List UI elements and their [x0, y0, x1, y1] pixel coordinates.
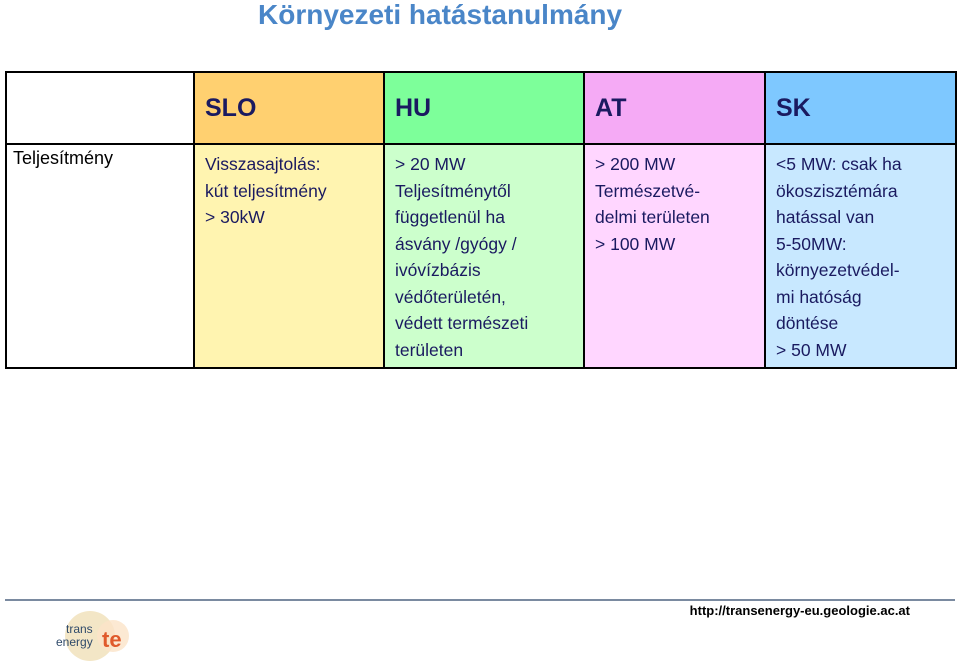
hu-line: függetlenül ha	[395, 207, 505, 227]
cell-at	[584, 144, 765, 368]
hu-line: védett természeti	[395, 313, 529, 333]
logo-text-energy: energy	[56, 635, 93, 649]
header-slo	[194, 72, 384, 144]
cell-slo	[194, 144, 384, 368]
header-at	[584, 72, 765, 144]
transenergy-logo	[50, 606, 130, 662]
footer-divider	[5, 599, 955, 601]
hu-line: területen	[395, 339, 464, 360]
header-sk	[765, 72, 956, 144]
header-sk-label: SK	[776, 93, 811, 122]
sk-line: <5 MW: csak ha	[776, 154, 902, 174]
sk-line: > 50 MW	[776, 339, 847, 360]
at-line: > 200 MW	[595, 154, 676, 174]
header-slo-label: SLO	[205, 93, 257, 122]
logo-text-te: te	[102, 627, 122, 652]
hu-line: védőterületén,	[395, 286, 506, 307]
at-line: delmi területen	[595, 207, 710, 227]
header-hu	[384, 72, 584, 144]
at-line: > 100 MW	[595, 233, 676, 254]
sk-line: 5-50MW:	[776, 233, 847, 254]
page-title: Környezeti hatástanulmány	[258, 0, 623, 30]
sk-line: környezetvédel-	[776, 260, 900, 280]
header-at-label: AT	[595, 93, 627, 122]
comparison-table	[5, 71, 957, 369]
cell-sk	[765, 144, 956, 368]
at-line: Természetvé-	[595, 180, 701, 201]
sk-line: döntése	[776, 313, 839, 333]
slo-line: > 30kW	[205, 207, 265, 227]
footer-url: http://transenergy-eu.geologie.ac.at	[689, 603, 910, 618]
hu-line: Teljesítménytől	[395, 180, 511, 201]
logo-text-trans: trans	[66, 622, 93, 636]
row-label: Teljesítmény	[13, 148, 114, 168]
row-label-cell	[6, 144, 194, 368]
sk-line: mi hatóság	[776, 286, 862, 307]
sk-line: hatással van	[776, 207, 875, 227]
header-empty-cell	[6, 72, 194, 144]
data-row	[6, 144, 956, 368]
slo-line: Visszasajtolás:	[205, 154, 321, 174]
header-row	[6, 72, 956, 144]
sk-line: ökoszisztémára	[776, 180, 898, 201]
hu-line: ásvány /gyógy /	[395, 233, 517, 254]
cell-hu	[384, 144, 584, 368]
header-hu-label: HU	[395, 93, 432, 122]
hu-line: ivóvízbázis	[395, 260, 481, 280]
hu-line: > 20 MW	[395, 154, 466, 174]
slo-line: kút teljesítmény	[205, 180, 327, 201]
